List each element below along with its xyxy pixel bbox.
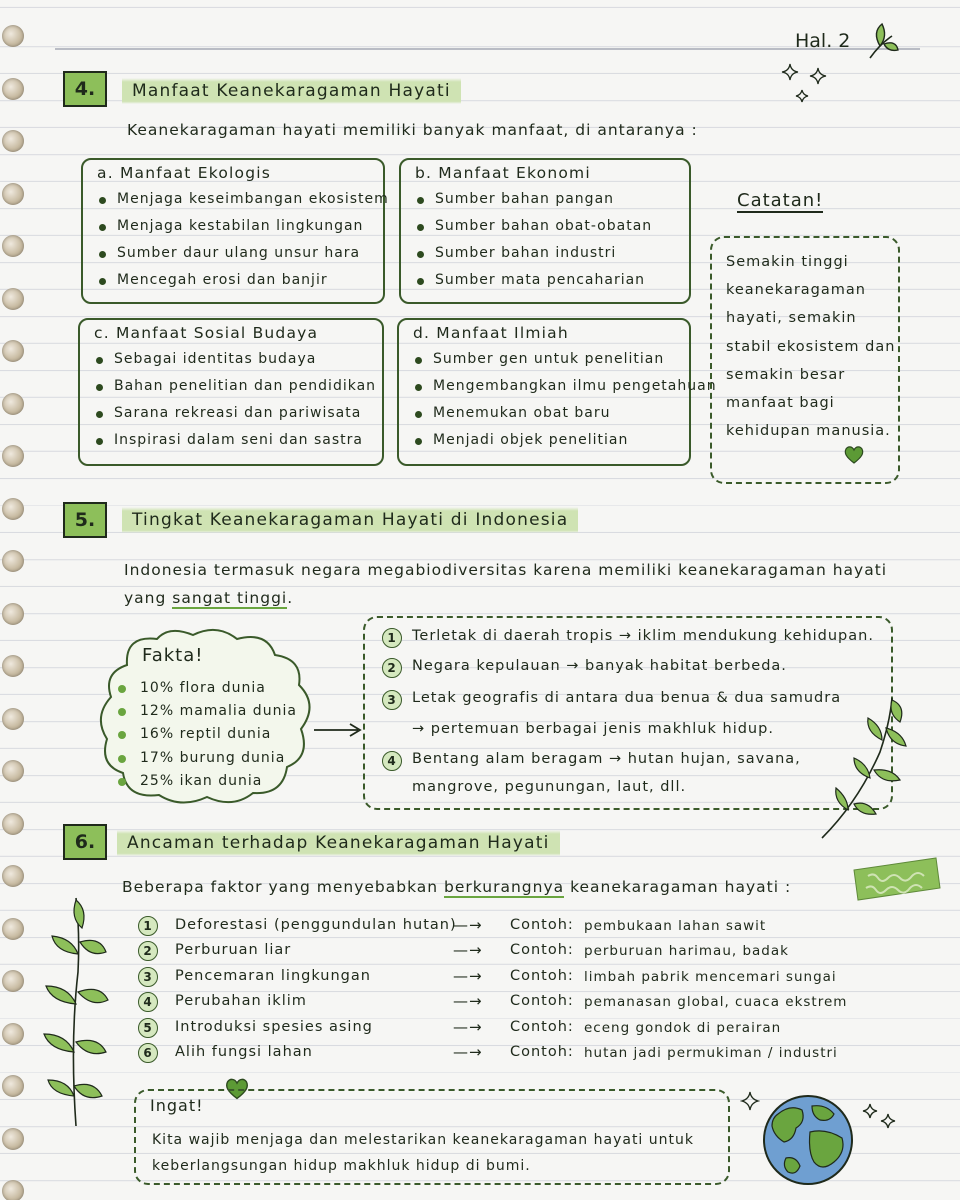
binder-hole [2, 813, 24, 835]
number-badge: 6 [138, 1043, 158, 1063]
binder-hole [2, 78, 24, 100]
reminder-title: Ingat! [150, 1096, 204, 1115]
intro-emphasis: berkurangnya [444, 878, 565, 896]
benefit-box-ekonomi [399, 158, 691, 304]
number-badge: 1 [138, 916, 158, 936]
number-badge: 2 [382, 658, 402, 678]
intro-prefix: Beberapa faktor yang menyebabkan [122, 878, 439, 896]
threat-example: pemanasan global, cuaca ekstrem [584, 994, 848, 1010]
reminder-line: Kita wajib menjaga dan melestarikan keanekaragaman hayati untuk [152, 1132, 694, 1148]
fact-item: 17% burung dunia [118, 747, 297, 770]
binder-holes [0, 0, 30, 1200]
binder-hole [2, 1128, 24, 1150]
number-badge: 5 [138, 1018, 158, 1038]
fact-item: 16% reptil dunia [118, 723, 297, 746]
sparkle-icon [780, 62, 832, 110]
binder-hole [2, 288, 24, 310]
section-5-title: Tingkat Keanekaragaman Hayati di Indonesia [122, 507, 578, 533]
example-label: Contoh: [510, 1019, 574, 1035]
leaf-icon [866, 22, 900, 62]
example-label: Contoh: [510, 968, 574, 984]
intro-prefix: yang [124, 589, 167, 607]
binder-hole [2, 498, 24, 520]
binder-hole [2, 183, 24, 205]
binder-hole [2, 708, 24, 730]
section-5-intro-line1: Indonesia termasuk negara megabiodiversitas karena memiliki keanekaragaman hayati [124, 561, 888, 579]
reminder-text [152, 1127, 722, 1179]
list-item: Inspirasi dalam seni dan sastra [94, 427, 368, 454]
reason-text-continued: mangrove, pegunungan, laut, dll. [412, 779, 687, 795]
threat-example: perburuan harimau, badak [584, 943, 789, 959]
arrow-icon: —→ [453, 941, 483, 959]
header-rule [55, 48, 920, 50]
binder-hole [2, 918, 24, 940]
section-4-intro: Keanekaragaman hayati memiliki banyak manfaat, di antaranya : [127, 121, 698, 139]
branch-icon [818, 692, 918, 842]
threat-name: Introduksi spesies asing [175, 1019, 373, 1035]
arrow-icon: —→ [453, 1043, 483, 1061]
benefit-box-ekologis [81, 158, 389, 304]
list-item: Menjaga kestabilan lingkungan [97, 213, 369, 240]
list-item: Sumber daur ulang unsur hara [97, 240, 369, 267]
heart-icon [843, 445, 865, 465]
branch-icon [36, 892, 116, 1132]
section-5-intro-line2 [124, 589, 293, 607]
reason-text: Letak geografis di antara dua benua & dua samudra [412, 690, 842, 706]
threat-example: limbah pabrik mencemari sungai [584, 969, 837, 985]
example-label: Contoh: [510, 1044, 574, 1060]
arrow-icon: —→ [453, 992, 483, 1010]
reason-item [387, 628, 874, 645]
reason-text-continued: → pertemuan berbagai jenis makhluk hidup. [412, 721, 774, 737]
arrow-icon: —→ [453, 916, 483, 934]
number-badge: 4 [382, 751, 402, 771]
number-badge: 3 [138, 967, 158, 987]
globe-icon [760, 1092, 856, 1188]
binder-hole [2, 1075, 24, 1097]
number-badge: 2 [138, 941, 158, 961]
list-item: Sumber bahan obat-obatan [415, 213, 675, 240]
benefit-box-title: d. Manfaat Ilmiah [413, 324, 569, 342]
intro-emphasis: sangat tinggi [172, 589, 288, 607]
binder-hole [2, 550, 24, 572]
arrow-icon [312, 722, 364, 738]
list-item: Sumber bahan pangan [415, 186, 675, 213]
binder-hole [2, 1180, 24, 1200]
benefit-box-title: b. Manfaat Ekonomi [415, 164, 591, 182]
binder-hole [2, 25, 24, 47]
threat-name: Perburuan liar [175, 942, 292, 958]
number-badge: 4 [138, 992, 158, 1012]
number-badge: 3 [382, 690, 402, 710]
note-title: Catatan! [737, 190, 824, 211]
benefit-box-title: c. Manfaat Sosial Budaya [94, 324, 319, 342]
section-6-number: 6. [63, 824, 107, 860]
list-item: Sumber gen untuk penelitian [413, 346, 675, 373]
list-item: Menjadi objek penelitian [413, 427, 675, 454]
reason-item [387, 751, 801, 768]
fact-item: 10% flora dunia [118, 677, 297, 700]
reason-text: Negara kepulauan → banyak habitat berbeda. [412, 658, 787, 674]
sparkle-icon [860, 1102, 900, 1136]
number-badge: 1 [382, 628, 402, 648]
section-6-intro [122, 878, 791, 896]
reason-text: Bentang alam beragam → hutan hujan, savana, [412, 751, 801, 767]
benefit-box-title: a. Manfaat Ekologis [97, 164, 272, 182]
binder-hole [2, 130, 24, 152]
list-item: Menjaga keseimbangan ekosistem [97, 186, 369, 213]
threat-name: Perubahan iklim [175, 993, 307, 1009]
threat-name: Alih fungsi lahan [175, 1044, 313, 1060]
threat-example: hutan jadi permukiman / industri [584, 1045, 838, 1061]
list-item: Mencegah erosi dan banjir [97, 267, 369, 294]
list-item: Menemukan obat baru [413, 400, 675, 427]
example-label: Contoh: [510, 942, 574, 958]
example-label: Contoh: [510, 993, 574, 1009]
list-item: Sumber bahan industri [415, 240, 675, 267]
reason-item [387, 690, 842, 707]
binder-hole [2, 970, 24, 992]
benefit-box-ilmiah [397, 318, 717, 466]
binder-hole [2, 393, 24, 415]
washi-tape [848, 856, 944, 904]
binder-hole [2, 445, 24, 467]
arrow-icon: —→ [453, 967, 483, 985]
list-item: Sarana rekreasi dan pariwisata [94, 400, 368, 427]
reason-text: Terletak di daerah tropis → iklim mendukung kehidupan. [412, 628, 874, 644]
reason-item [387, 658, 787, 675]
arrow-icon: —→ [453, 1018, 483, 1036]
facts-title: Fakta! [142, 645, 204, 666]
page-number: Hal. 2 [795, 30, 851, 52]
binder-hole [2, 760, 24, 782]
list-item: Bahan penelitian dan pendidikan [94, 373, 368, 400]
threat-name: Pencemaran lingkungan [175, 968, 371, 984]
binder-hole [2, 235, 24, 257]
binder-hole [2, 1023, 24, 1045]
note-text: Semakin tinggi keanekaragaman hayati, semakin stabil ekosistem dan semakin besar manfaat bagi kehidupan manusia. [726, 254, 896, 440]
binder-hole [2, 655, 24, 677]
section-4-number: 4. [63, 71, 107, 107]
section-6-title: Ancaman terhadap Keanekaragaman Hayati [117, 830, 560, 856]
threat-example: eceng gondok di perairan [584, 1020, 782, 1036]
list-item: Sumber mata pencaharian [415, 267, 675, 294]
facts-list [118, 677, 297, 793]
threat-example: pembukaan lahan sawit [584, 918, 767, 934]
binder-hole [2, 340, 24, 362]
reminder-line: keberlangsungan hidup makhluk hidup di bumi. [152, 1158, 531, 1174]
threat-name: Deforestasi (penggundulan hutan) [175, 917, 457, 933]
binder-hole [2, 865, 24, 887]
fact-item: 12% mamalia dunia [118, 700, 297, 723]
example-label: Contoh: [510, 917, 574, 933]
binder-hole [2, 603, 24, 625]
list-item: Mengembangkan ilmu pengetahuan [413, 373, 675, 400]
sparkle-icon [740, 1090, 760, 1112]
intro-suffix: keanekaragaman hayati : [570, 878, 792, 896]
section-4-title: Manfaat Keanekaragaman Hayati [122, 78, 461, 104]
fact-item: 25% ikan dunia [118, 770, 297, 793]
intro-suffix: . [287, 589, 294, 607]
section-5-number: 5. [63, 502, 107, 538]
benefit-box-sosial-budaya [78, 318, 384, 466]
list-item: Sebagai identitas budaya [94, 346, 368, 373]
